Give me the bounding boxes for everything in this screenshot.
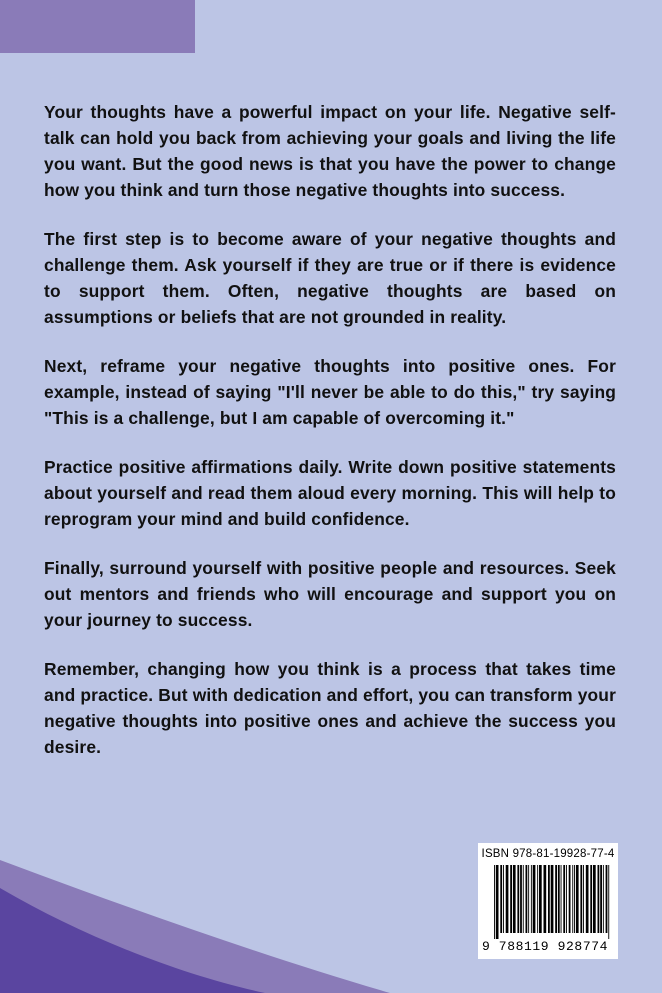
barcode-bar xyxy=(533,865,536,933)
barcode-number: 9 788119 928774 xyxy=(482,939,609,954)
isbn-label: ISBN 978-81-19928-77-4 xyxy=(481,848,615,860)
barcode-bar xyxy=(569,865,571,933)
back-cover-text xyxy=(44,99,616,783)
barcode-bar xyxy=(574,865,575,933)
barcode-bar xyxy=(586,865,589,933)
barcode-bar xyxy=(528,865,529,933)
barcode-bar xyxy=(558,865,560,933)
barcode-bar xyxy=(496,865,499,939)
paragraph: Your thoughts have a powerful impact on your life. Negative self-talk can hold you back from achieving your goals and living the life you want. But the good news is that you have the power to change how you think and turn those negative thoughts into success. xyxy=(44,102,616,200)
barcode-bar xyxy=(555,865,557,933)
barcode-bar xyxy=(563,865,565,933)
barcode-bar xyxy=(606,865,608,933)
barcode-bar xyxy=(580,865,582,933)
paragraph: The first step is to become aware of your negative thoughts and challenge them. Ask yourself if they are true or if there is evidence to support them. Often, negative thoughts are based on assumptions or beliefs that are not grounded in reality. xyxy=(44,229,616,327)
barcode-bar xyxy=(600,865,602,933)
barcode-bar xyxy=(608,865,609,939)
barcode-bar xyxy=(506,865,509,933)
top-accent-bar xyxy=(0,0,195,53)
barcode-bar xyxy=(537,865,538,933)
barcode-bar xyxy=(566,865,567,933)
barcode-bar xyxy=(517,865,519,933)
paragraph: Remember, changing how you think is a process that takes time and practice. But with dedication and effort, you can transform your negative thoughts into positive ones and achieve the success you desire. xyxy=(44,659,616,757)
barcode-bar xyxy=(523,865,524,933)
barcode-bar xyxy=(583,865,584,933)
barcode-bar xyxy=(561,865,562,933)
barcode-bar xyxy=(510,865,512,933)
barcode-bar xyxy=(603,865,604,933)
barcode-bar xyxy=(513,865,516,933)
barcode-bar xyxy=(520,865,522,933)
barcode-bar xyxy=(500,865,502,933)
isbn-barcode xyxy=(478,843,618,959)
barcode-bar xyxy=(494,865,495,939)
barcode-bar xyxy=(598,865,600,933)
barcode-bar xyxy=(593,865,596,933)
barcode-bar xyxy=(590,865,592,933)
barcode-bar xyxy=(531,865,532,933)
barcode-bar xyxy=(551,865,554,933)
barcode-bar xyxy=(526,865,528,933)
barcode-bar xyxy=(548,865,550,933)
paragraph: Practice positive affirmations daily. Write down positive statements about yourself and read them aloud every morning. This will help to reprogram your mind and build confidence. xyxy=(44,457,616,529)
paragraph: Finally, surround yourself with positive people and resources. Seek out mentors and friends who will encourage and support you on your journey to success. xyxy=(44,558,616,630)
barcode-bar xyxy=(576,865,579,933)
barcode-bars xyxy=(478,843,618,943)
paragraph: Next, reframe your negative thoughts into positive ones. For example, instead of saying "I'll never be able to do this," try saying "This is a challenge, but I am capable of overcoming it." xyxy=(44,356,616,428)
barcode-bar xyxy=(572,865,573,933)
barcode-bar xyxy=(539,865,542,933)
barcode-bar xyxy=(503,865,504,933)
barcode-bar xyxy=(544,865,547,933)
